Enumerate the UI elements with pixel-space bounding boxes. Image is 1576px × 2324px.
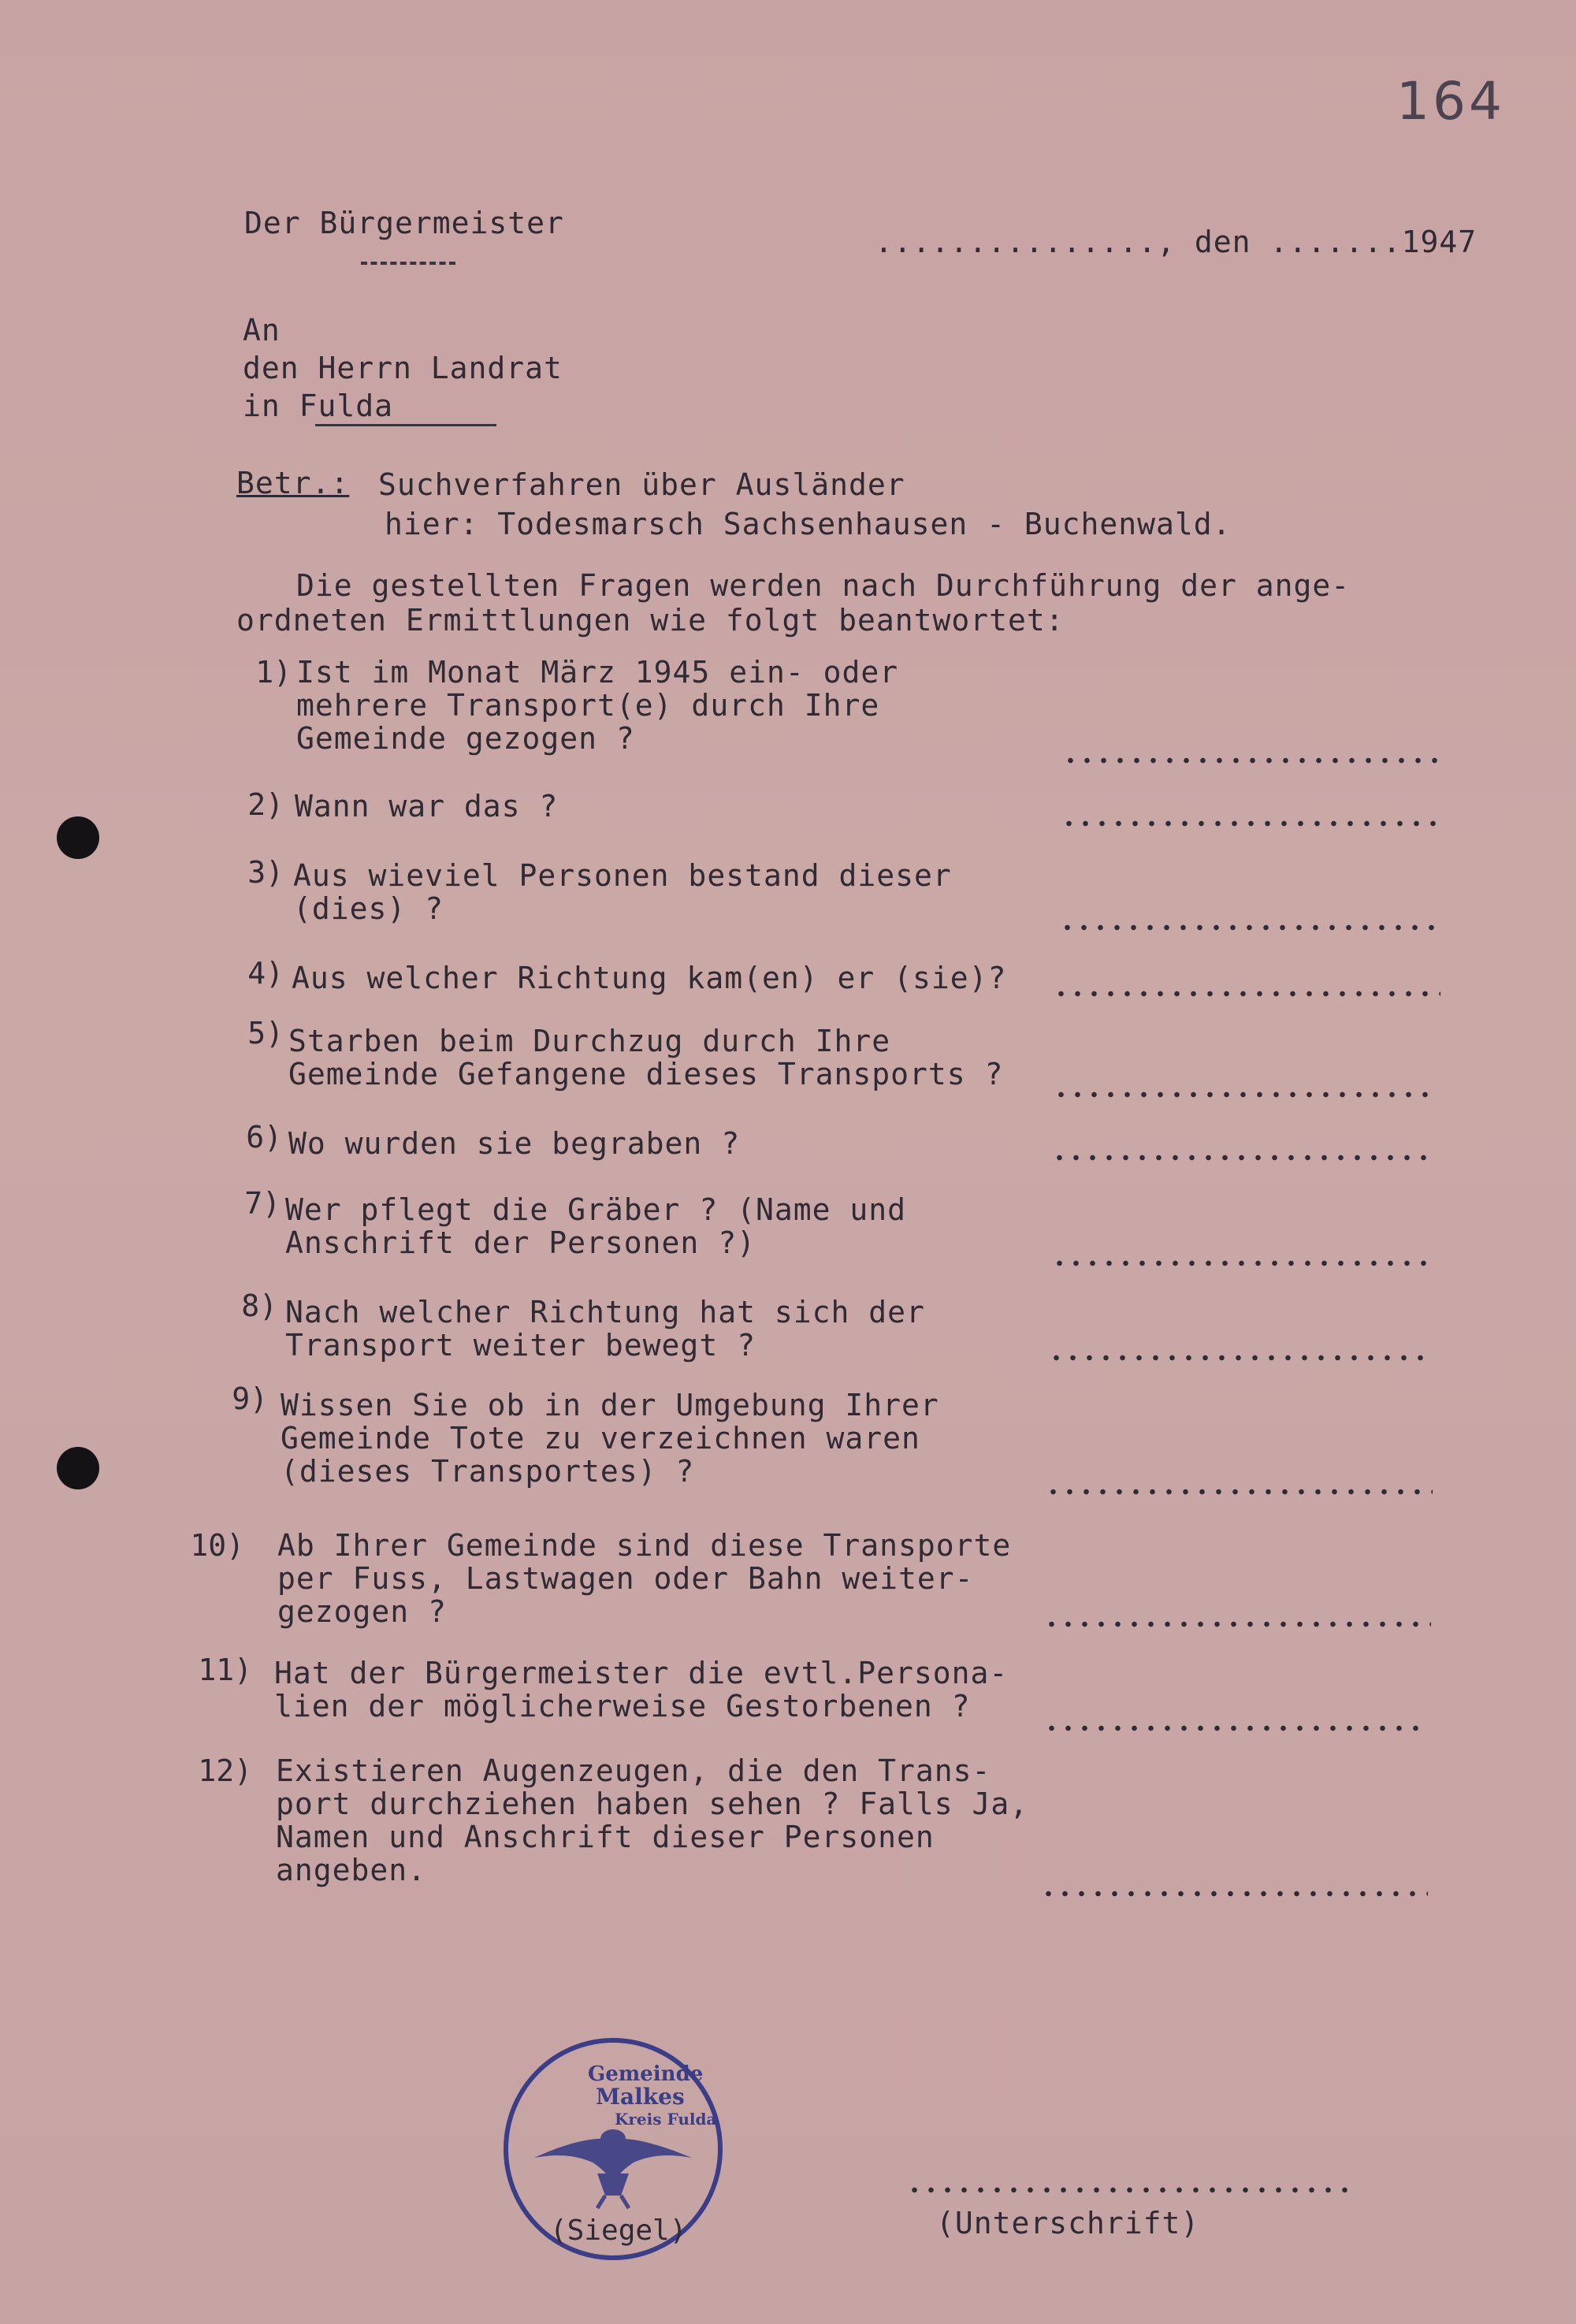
question-number: 11) bbox=[198, 1653, 252, 1687]
seal-text-top: Gemeinde bbox=[588, 2062, 704, 2086]
question-text: Ab Ihrer Gemeinde sind diese Transporte per Fuss, Lastwagen oder Bahn weiter- gezogen ? bbox=[277, 1528, 1012, 1629]
answer-dotted-line bbox=[1051, 1259, 1436, 1267]
question-text: Wann war das ? bbox=[295, 789, 559, 824]
seal-text-district: Kreis Fulda bbox=[615, 2110, 717, 2129]
address-line-recipient: den Herrn Landrat bbox=[243, 351, 563, 385]
question-text: Starben beim Durchzug durch Ihre Gemeinde Gefangene dieses Transports ? bbox=[288, 1024, 1004, 1091]
place-date-line: ..............., den .......1947 bbox=[875, 225, 1478, 259]
question-number: 3) bbox=[247, 855, 284, 890]
sender-dash-rule bbox=[361, 262, 455, 265]
eagle-seal-icon bbox=[479, 2035, 747, 2263]
answer-dotted-line bbox=[1051, 1154, 1437, 1162]
question-number: 9) bbox=[232, 1381, 268, 1416]
question-text: Nach welcher Richtung hat sich der Transport weiter bewegt ? bbox=[285, 1295, 925, 1363]
punch-hole bbox=[57, 1447, 99, 1489]
address-line-an: An bbox=[243, 313, 281, 348]
question-text: Wo wurden sie begraben ? bbox=[288, 1126, 741, 1161]
question-text: Aus welcher Richtung kam(en) er (sie)? bbox=[292, 961, 1007, 995]
answer-dotted-line bbox=[1061, 820, 1444, 827]
question-number: 12) bbox=[198, 1753, 252, 1788]
question-number: 5) bbox=[247, 1016, 284, 1050]
seal-text-name: Malkes bbox=[596, 2084, 685, 2110]
answer-dotted-line bbox=[1043, 1620, 1431, 1628]
signature-label: (Unterschrift) bbox=[936, 2206, 1200, 2240]
question-text: Wer pflegt die Gräber ? (Name und Anschrift der Personen ?) bbox=[285, 1192, 906, 1260]
question-text: Wissen Sie ob in der Umgebung Ihrer Gemeinde Tote zu verzeichnen waren (dieses Transportes) ? bbox=[281, 1388, 939, 1489]
municipal-seal bbox=[479, 2035, 747, 2263]
question-number: 7) bbox=[244, 1186, 281, 1221]
question-text: Existieren Augenzeugen, die den Trans- port durchziehen haben sehen ? Falls Ja, Namen und Anschrift dieser Personen angeben. bbox=[276, 1753, 1029, 1887]
sender-title: Der Bürgermeister bbox=[244, 206, 564, 240]
subject-line-1: Suchverfahren über Ausländer bbox=[378, 467, 905, 502]
question-text: Hat der Bürgermeister die evtl.Persona- lien der möglicherweise Gestorbenen ? bbox=[274, 1656, 1009, 1723]
answer-dotted-line bbox=[1059, 924, 1442, 931]
question-number: 2) bbox=[247, 787, 284, 822]
question-number: 1) bbox=[255, 655, 292, 690]
intro-line-2: ordneten Ermittlungen wie folgt beantwortet: bbox=[236, 603, 1065, 638]
subject-label: Betr.: bbox=[236, 466, 350, 500]
question-text: Ist im Monat März 1945 ein- oder mehrere Transport(e) durch Ihre Gemeinde gezogen ? bbox=[296, 655, 899, 756]
city-underline bbox=[315, 424, 496, 426]
answer-dotted-line bbox=[1053, 990, 1440, 998]
page-number: 164 bbox=[1396, 71, 1505, 132]
address-line-city: in Fulda bbox=[243, 389, 394, 423]
answer-dotted-line bbox=[1053, 1091, 1439, 1099]
question-number: 10) bbox=[190, 1528, 244, 1563]
answer-dotted-line bbox=[1040, 1890, 1428, 1898]
subject-line-2: hier: Todesmarsch Sachsenhausen - Buchenwald. bbox=[385, 507, 1232, 541]
answer-dotted-line bbox=[1048, 1354, 1434, 1362]
question-number: 6) bbox=[246, 1120, 282, 1155]
answer-dotted-line bbox=[1062, 757, 1445, 764]
seal-label: (Siegel) bbox=[550, 2214, 687, 2247]
intro-line-1: Die gestellten Fragen werden nach Durchführung der ange- bbox=[296, 568, 1351, 603]
answer-dotted-line bbox=[1043, 1724, 1429, 1732]
signature-dotted-line bbox=[906, 2186, 1347, 2194]
question-number: 8) bbox=[241, 1288, 277, 1323]
question-number: 4) bbox=[247, 956, 284, 991]
answer-dotted-line bbox=[1045, 1488, 1433, 1496]
punch-hole bbox=[57, 816, 99, 859]
question-text: Aus wieviel Personen bestand dieser (dies) ? bbox=[293, 858, 952, 926]
